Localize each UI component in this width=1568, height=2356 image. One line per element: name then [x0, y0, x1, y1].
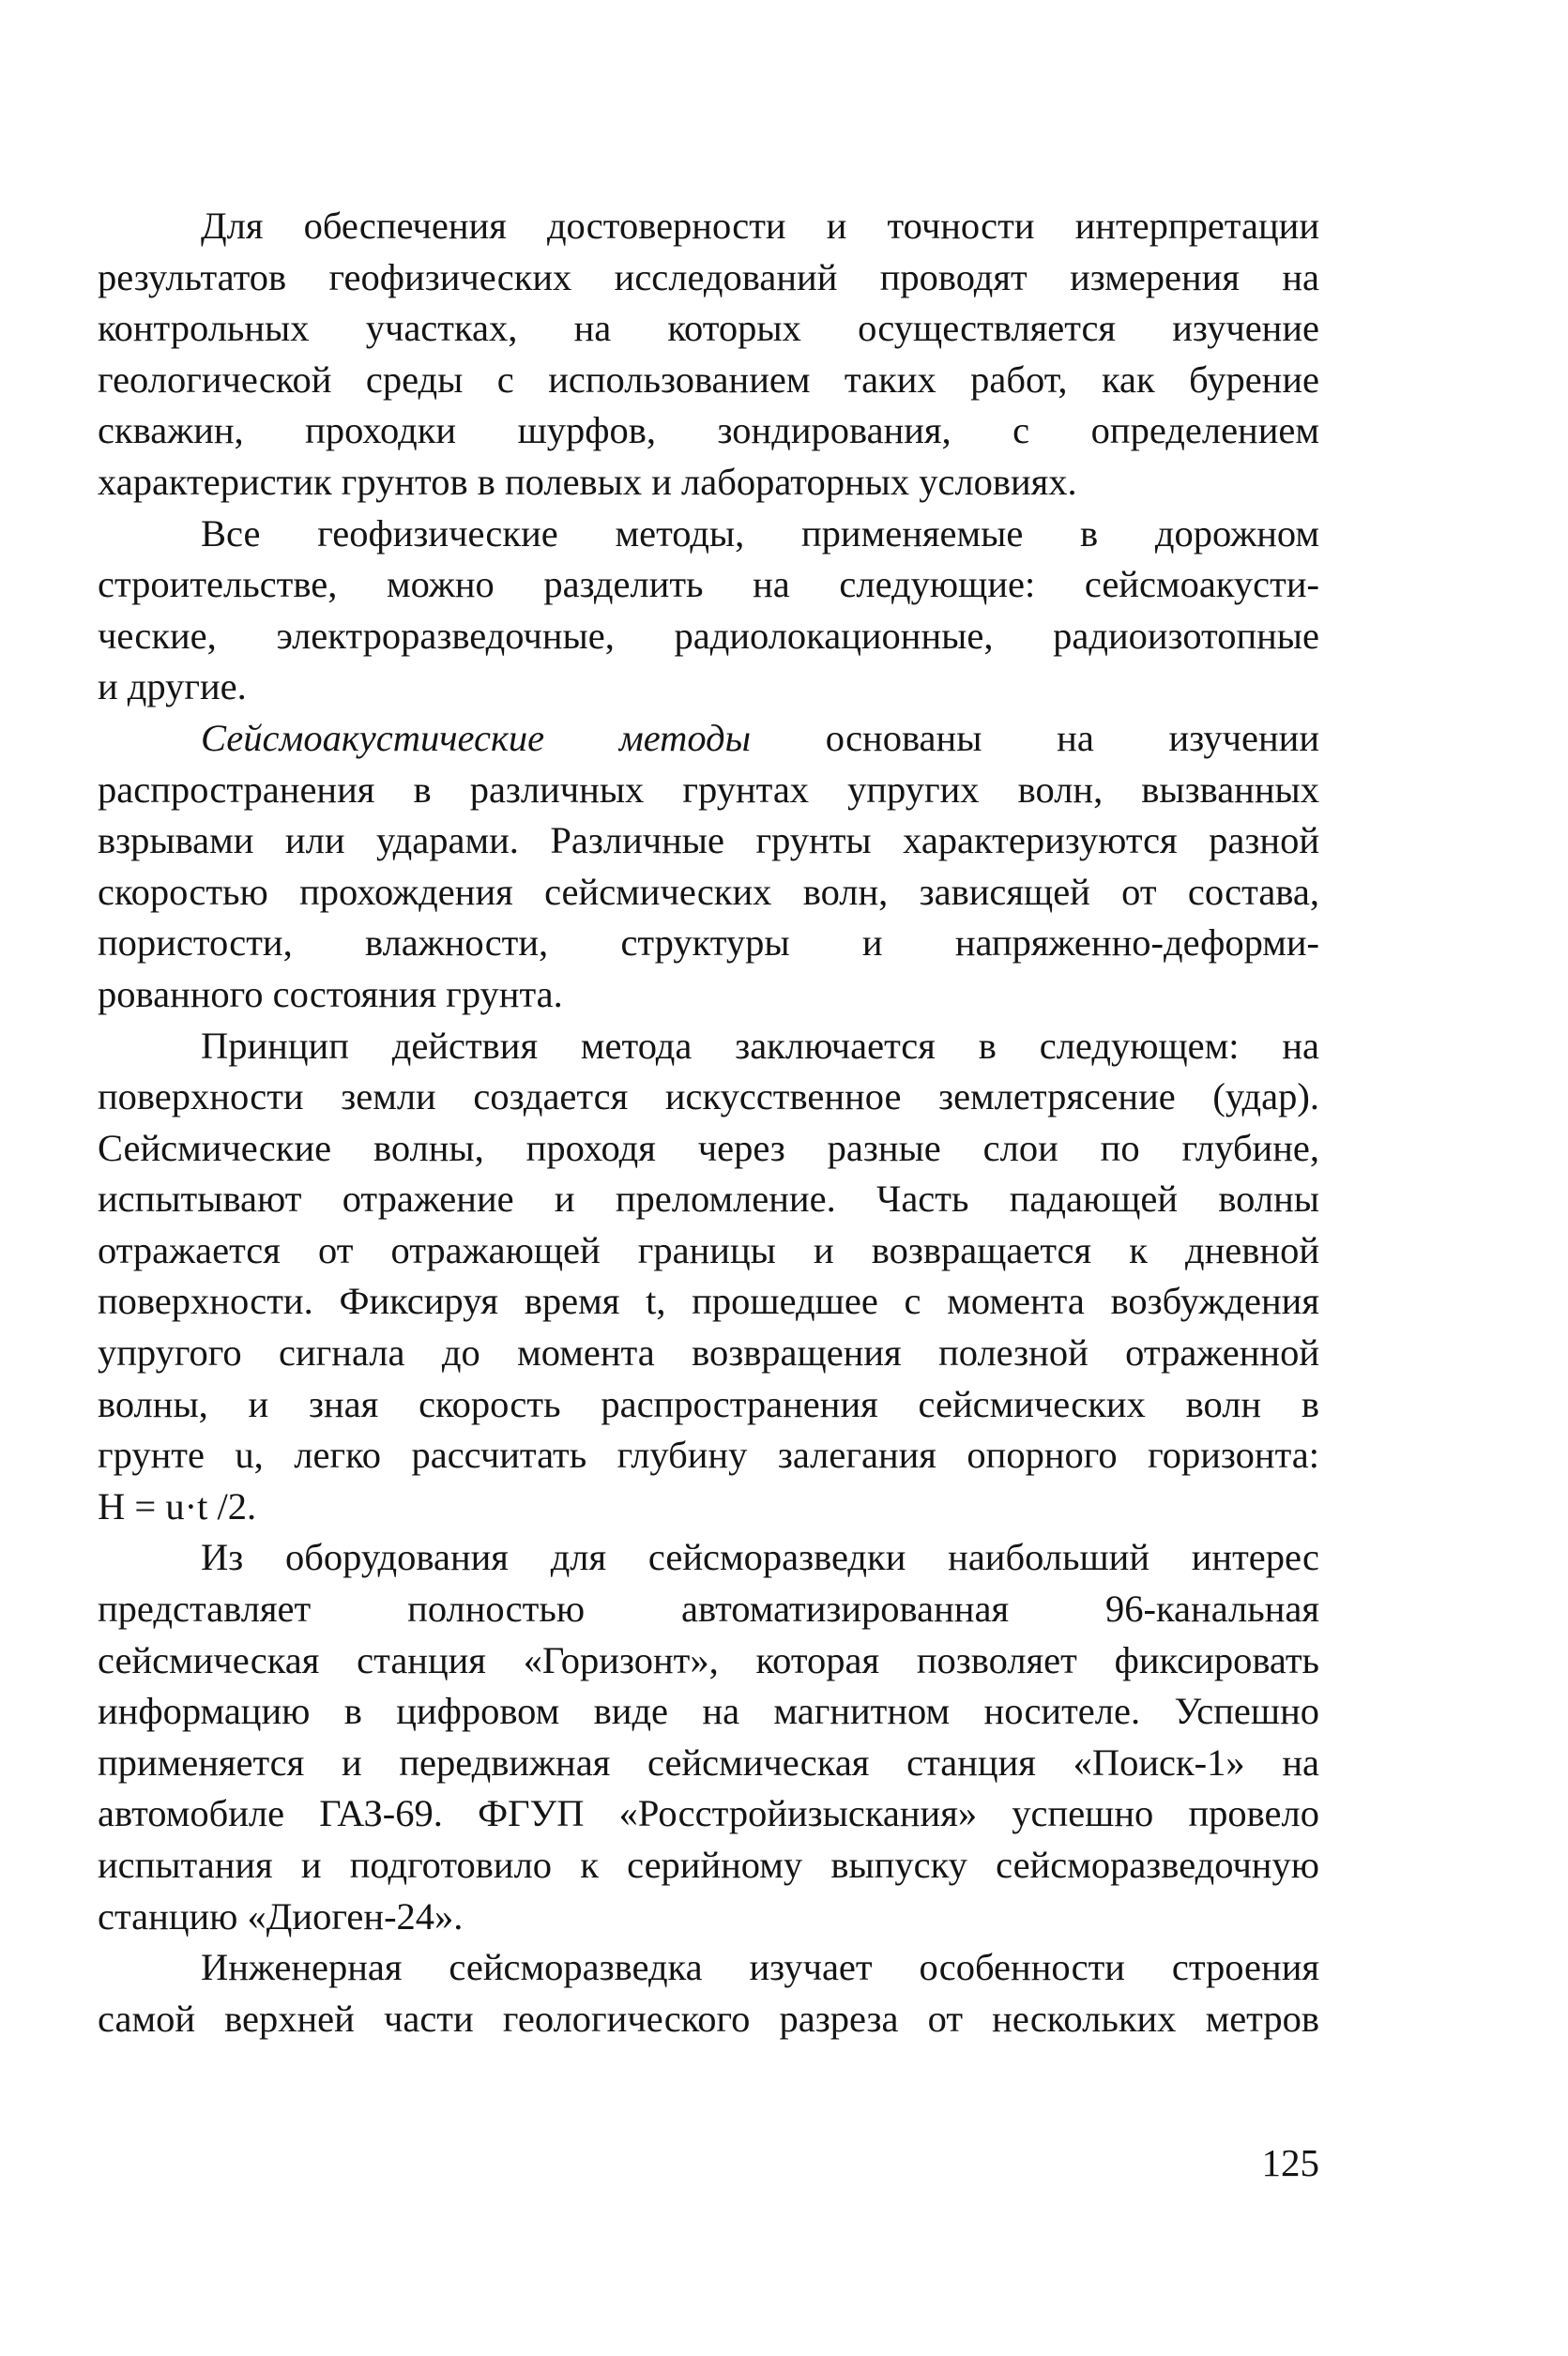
text-line: волны, и зная скорость распространения сейсмических волн в — [98, 1382, 1319, 1425]
text-line — [98, 713, 1319, 765]
text-line: представляет полностью автоматизированная 96-канальная — [98, 1588, 1319, 1631]
text-line: автомобиле ГАЗ-69. ФГУП «Росстройизыскания» успешно провело — [98, 1792, 1319, 1835]
text-fragment: основаны на изучении — [751, 716, 1319, 759]
text-line: геологической среды с использованием таких работ, как бурение — [98, 357, 1319, 401]
paragraph-4 — [98, 1021, 1319, 1533]
text-line: Инженерная сейсморазведка изучает особенности строения — [201, 1946, 1319, 1989]
text-line: взрывами или ударами. Различные грунты характеризуются разной — [98, 819, 1319, 862]
text-line: Все геофизические методы, применяемые в дорожном — [201, 511, 1319, 555]
text-line: ческие, электроразведочные, радиолокационные, радиоизотопные — [98, 614, 1319, 657]
text-line: поверхности земли создается искусственное землетрясение (удар). — [98, 1075, 1319, 1118]
body-text — [98, 201, 1319, 2044]
italic-term: Сейсмоакустические методы — [201, 716, 752, 759]
paragraph-2 — [98, 509, 1319, 713]
text-line: Принцип действия метода заключается в следующем: на — [201, 1024, 1319, 1067]
text-line: грунте u, легко рассчитать глубину залегания опорного горизонта: — [98, 1434, 1319, 1477]
text-line: и другие. — [98, 665, 247, 708]
text-line: упругого сигнала до момента возвращения полезной отраженной — [98, 1331, 1319, 1375]
page-number: 125 — [1261, 2141, 1319, 2184]
paragraph-6 — [98, 1942, 1319, 2044]
paragraph-5 — [98, 1532, 1319, 1942]
text-line: Для обеспечения достоверности и точности интерпретации — [201, 205, 1319, 247]
text-line: Из оборудования для сейсморазведки наибольший интерес — [201, 1536, 1319, 1579]
text-line: сейсмическая станция «Горизонт», которая позволяет фиксировать — [98, 1638, 1319, 1681]
text-line: Сейсмические волны, проходя через разные слои по глубине, — [98, 1126, 1319, 1169]
text-line: пористости, влажности, структуры и напряженно-деформи- — [98, 921, 1319, 965]
formula-line: H = u·t /2. — [98, 1484, 257, 1528]
text-line: рованного состояния грунта. — [98, 972, 563, 1015]
text-line: результатов геофизических исследований проводят измерения на — [98, 255, 1319, 298]
text-line: испытывают отражение и преломление. Часть падающей волны — [98, 1178, 1319, 1221]
text-line: характеристик грунтов в полевых и лабораторных условиях. — [98, 460, 1077, 503]
paragraph-1 — [98, 201, 1319, 509]
text-line: применяется и передвижная сейсмическая станция «Поиск-1» на — [98, 1740, 1319, 1784]
text-line: самой верхней части геологического разреза от нескольких метров — [98, 1997, 1319, 2040]
text-line: станцию «Диоген-24». — [98, 1894, 464, 1938]
text-line: отражается от отражающей границы и возвращается к дневной — [98, 1228, 1319, 1271]
text-line: строительстве, можно разделить на следующие: сейсмоакусти- — [98, 563, 1319, 606]
text-line: контрольных участках, на которых осуществляется изучение — [98, 307, 1319, 350]
text-line: испытания и подготовило к серийному выпуску сейсморазведочную — [98, 1844, 1319, 1886]
text-line: поверхности. Фиксируя время t, прошедшее с момента возбуждения — [98, 1280, 1319, 1323]
paragraph-3 — [98, 713, 1319, 1021]
text-line: информацию в цифровом виде на магнитном носителе. Успешно — [98, 1690, 1319, 1733]
text-line: распространения в различных грунтах упругих волн, вызванных — [98, 768, 1319, 811]
text-line: скоростью прохождения сейсмических волн, зависящей от состава, — [98, 870, 1319, 913]
text-line: скважин, проходки шурфов, зондирования, с определением — [98, 409, 1319, 452]
